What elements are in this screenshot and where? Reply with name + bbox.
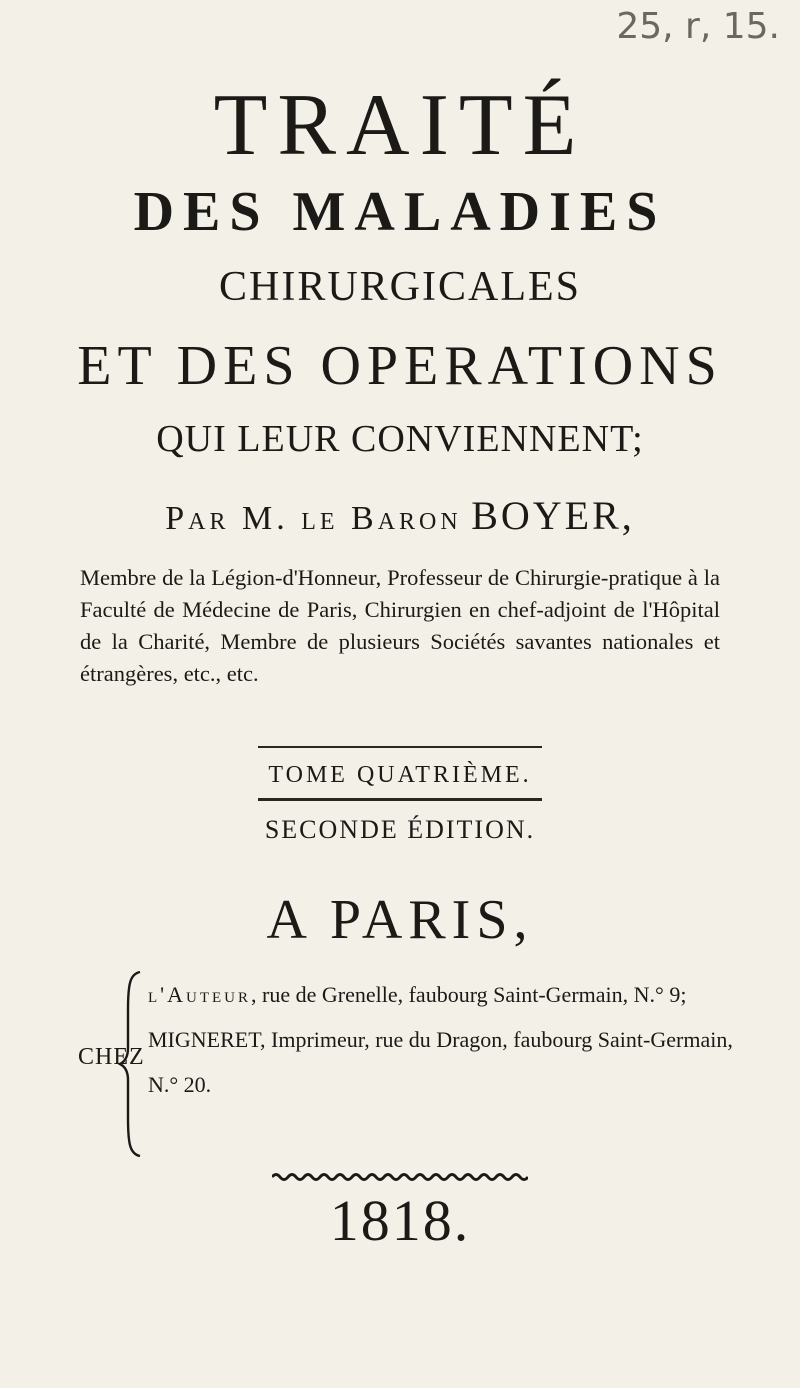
publisher-entry-printer: MIGNERET, Imprimeur, rue du Dragon, faubourg Saint-Germain, N.° 20. bbox=[148, 1027, 733, 1097]
curly-brace-icon bbox=[118, 970, 144, 1158]
publication-year: 1818. bbox=[329, 1188, 471, 1253]
publisher-addresses bbox=[148, 972, 738, 1107]
city-imprint: A PARIS, bbox=[266, 889, 534, 951]
publisher-entry-author bbox=[148, 972, 738, 1017]
author-line bbox=[0, 495, 800, 540]
title-line-1: TRAITÉ bbox=[213, 77, 587, 174]
title-line-2: DES MALADIES bbox=[133, 181, 667, 243]
divider-rule-bottom bbox=[258, 798, 542, 801]
divider-rule-top bbox=[258, 746, 542, 748]
author-description: Membre de la Légion-d'Honneur, Professeur de Chirurgie-pratique à la Faculté de Médecine de Paris, Chirurgien en chef-adjoint de l'Hôpital de la Charité, Membre de plusieurs Sociétés savantes nationales et étrangères, etc., etc. bbox=[80, 565, 720, 686]
chez-label: CHEZ bbox=[78, 1044, 145, 1070]
author-name: BOYER, bbox=[471, 493, 635, 538]
publisher-entry-author-address: , rue de Grenelle, faubourg Saint-Germain, N.° 9; bbox=[251, 982, 687, 1007]
author-prefix: Par M. le Baron bbox=[165, 500, 462, 537]
ornamental-rule-icon bbox=[272, 1172, 528, 1182]
handwritten-shelfmark: 25, r, 15. bbox=[616, 6, 780, 47]
title-line-4: ET DES OPERATIONS bbox=[77, 335, 723, 397]
volume-label: TOME QUATRIÈME. bbox=[268, 762, 532, 788]
title-line-3: CHIRURGICALES bbox=[218, 264, 582, 310]
publisher-entry-author-name: l'Auteur bbox=[148, 982, 252, 1007]
title-line-5: QUI LEUR CONVIENNENT; bbox=[156, 418, 644, 460]
edition-label: SECONDE ÉDITION. bbox=[264, 815, 536, 844]
